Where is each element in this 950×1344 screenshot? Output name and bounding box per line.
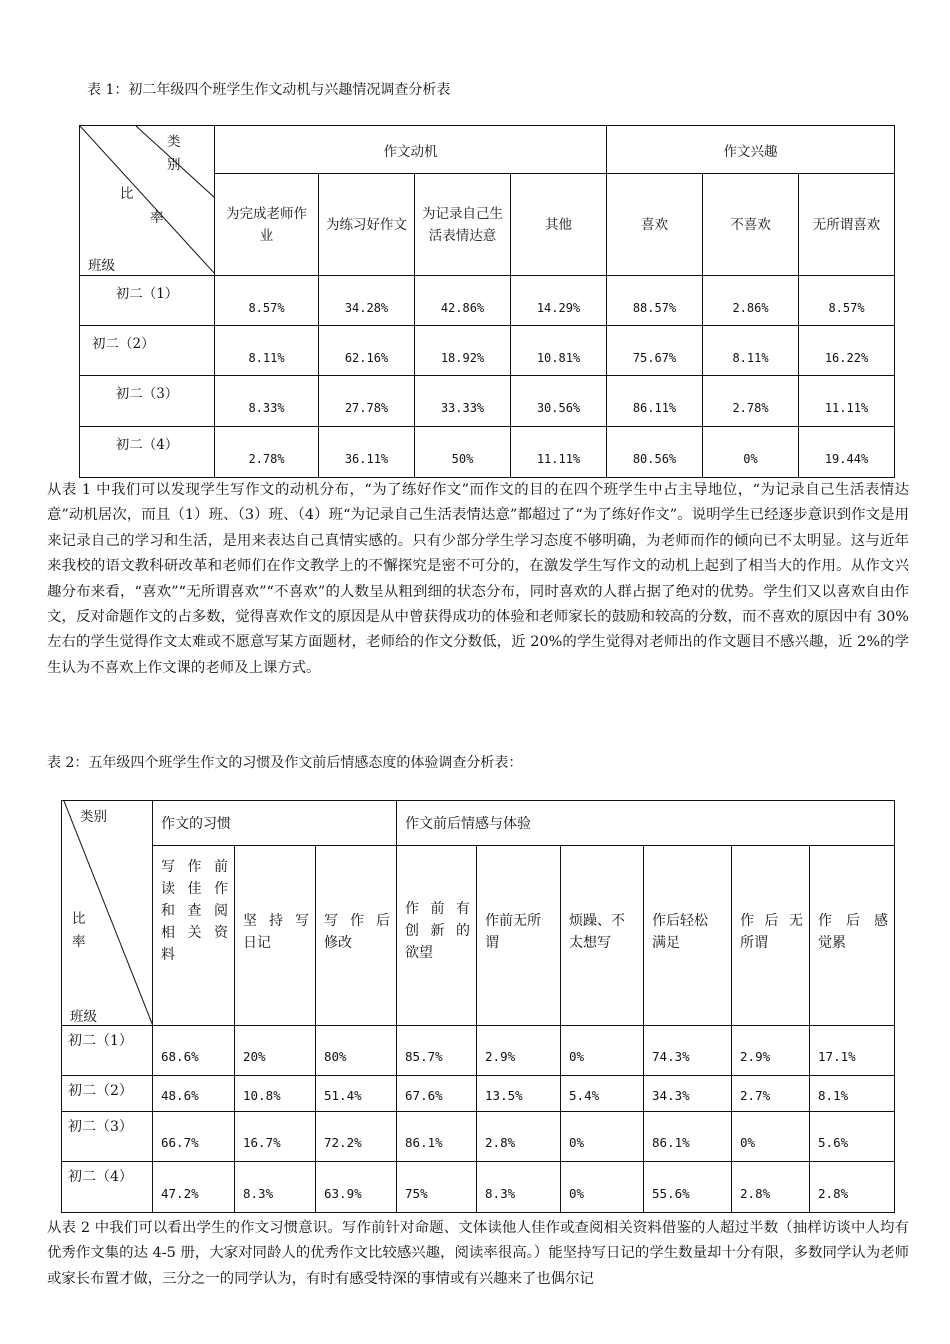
table1-corner-category-2: 别 — [167, 157, 181, 173]
table-cell: 74.3% — [644, 1026, 732, 1076]
table2-subheader-line: 料 — [161, 947, 175, 963]
table-cell: 34.3% — [644, 1076, 732, 1112]
table-cell: 11.11% — [511, 427, 607, 478]
table2-corner-class: 班级 — [70, 1009, 97, 1025]
table-cell: 16.22% — [799, 326, 895, 376]
table2-subheader — [644, 846, 732, 1026]
table2-subheader-line: 创新的 — [405, 923, 471, 939]
table2-subheader-line: 觉累 — [818, 935, 847, 951]
table-cell: 2.8% — [810, 1162, 895, 1213]
table2-subheader-line: 太想写 — [569, 935, 612, 951]
table1-group-motivation: 作文动机 — [215, 126, 607, 174]
row-label: 初二（4） — [80, 427, 215, 478]
table2-corner-ratio-2: 率 — [72, 934, 86, 950]
table-cell: 47.2% — [153, 1162, 235, 1213]
table1-corner-category-1: 类 — [167, 134, 181, 150]
table1-subheader: 不喜欢 — [703, 174, 799, 276]
row-label: 初二（1） — [80, 276, 215, 326]
table2-subheader-line: 作后轻松 — [652, 913, 709, 929]
table-cell: 5.6% — [810, 1112, 895, 1162]
table-cell: 2.9% — [732, 1026, 810, 1076]
table-cell: 8.3% — [235, 1162, 316, 1213]
table-cell: 34.28% — [319, 276, 415, 326]
table-cell: 72.2% — [316, 1112, 397, 1162]
table2-subheader-line: 作前有 — [405, 901, 471, 917]
table-cell: 0% — [561, 1026, 644, 1076]
table-cell: 80% — [316, 1026, 397, 1076]
table2-group-habits: 作文的习惯 — [153, 801, 397, 846]
table-cell: 19.44% — [799, 427, 895, 478]
table-cell: 8.33% — [215, 376, 319, 427]
paragraph-table2-analysis: 从表 2 中我们可以看出学生的作文习惯意识。写作前针对命题、文体读他人佳作或查阅相关资料借鉴的人超过半数（抽样访谈中人均有优秀作文集的达 4-5 册，大家对同龄人的优秀作文比较感兴趣，阅读率很高。）能坚持写日记的学生数量却十分有限，多数同学认为老师或家长布置才做，三分之一的同学认为，有时有感受特深的事情或有兴趣来了也偶尔记 — [47, 1220, 909, 1287]
table2-subheader-line: 作后感 — [818, 913, 889, 929]
table-cell: 13.5% — [477, 1076, 561, 1112]
row-label: 初二（4） — [62, 1162, 153, 1213]
table2-subheader-line: 作前无所 — [485, 913, 542, 929]
table-cell: 36.11% — [319, 427, 415, 478]
table-cell: 20% — [235, 1026, 316, 1076]
row-label: 初二（3） — [62, 1112, 153, 1162]
table-cell: 66.7% — [153, 1112, 235, 1162]
table-row — [80, 376, 895, 427]
table-cell: 5.4% — [561, 1076, 644, 1112]
table2-subheader-line: 写作后 — [324, 913, 391, 929]
table-cell: 2.78% — [215, 427, 319, 478]
table2-subheader — [810, 846, 895, 1026]
table2-corner-category: 类别 — [80, 809, 107, 825]
table2-subheader-line: 作后无 — [740, 913, 804, 929]
table-cell: 2.86% — [703, 276, 799, 326]
table2-subheader-line: 相关资 — [161, 925, 228, 941]
table2-subheader-line: 谓 — [485, 935, 500, 951]
table-cell: 2.7% — [732, 1076, 810, 1112]
table1-corner-ratio-1: 比 — [120, 186, 134, 202]
table-row — [62, 1026, 895, 1076]
table1-subheader: 为完成老师作业 — [215, 174, 319, 276]
table-cell: 8.11% — [703, 326, 799, 376]
table2-corner-cell — [62, 801, 153, 1026]
table-cell: 0% — [732, 1112, 810, 1162]
table-cell: 67.6% — [397, 1076, 477, 1112]
table2-subheader-line: 写作前 — [161, 859, 228, 875]
table2-subheader — [235, 846, 316, 1026]
table-cell: 80.56% — [607, 427, 703, 478]
table-cell: 2.78% — [703, 376, 799, 427]
table2-subheader-line: 烦躁、不 — [569, 913, 626, 929]
table2-subheader — [153, 846, 235, 1026]
table-cell: 48.6% — [153, 1076, 235, 1112]
table-cell: 86.11% — [607, 376, 703, 427]
table-cell: 17.1% — [810, 1026, 895, 1076]
table-row — [62, 1076, 895, 1112]
table2-caption: 表 2：五年级四个班学生作文的习惯及作文前后情感态度的体验调查分析表： — [47, 755, 523, 771]
table1-subheader: 为记录自己生活表情达意 — [415, 174, 511, 276]
table2-subheader-line: 读佳作 — [161, 881, 228, 897]
table-cell: 42.86% — [415, 276, 511, 326]
table2-subheader-line: 欲望 — [405, 945, 434, 961]
table-cell: 8.57% — [215, 276, 319, 326]
table2-subheader-line: 和查阅 — [161, 903, 228, 919]
table-cell: 2.8% — [732, 1162, 810, 1213]
table1-subheader: 喜欢 — [607, 174, 703, 276]
table-cell: 8.1% — [810, 1076, 895, 1112]
table-cell: 51.4% — [316, 1076, 397, 1112]
table-cell: 50% — [415, 427, 511, 478]
table-cell: 10.81% — [511, 326, 607, 376]
table1-corner-ratio-2: 率 — [150, 210, 164, 226]
table-cell: 88.57% — [607, 276, 703, 326]
table1-subheader: 为练习好作文 — [319, 174, 415, 276]
table1-group-interest: 作文兴趣 — [607, 126, 895, 174]
table2-subheader — [477, 846, 561, 1026]
table1 — [79, 125, 895, 478]
table2-subheader-line: 满足 — [652, 935, 681, 951]
table-cell: 33.33% — [415, 376, 511, 427]
table-cell: 11.11% — [799, 376, 895, 427]
table2-subheader — [561, 846, 644, 1026]
table-cell: 10.8% — [235, 1076, 316, 1112]
row-label: 初二（1） — [62, 1026, 153, 1076]
table-cell: 75% — [397, 1162, 477, 1213]
table-cell: 18.92% — [415, 326, 511, 376]
table-cell: 0% — [703, 427, 799, 478]
table-cell: 62.16% — [319, 326, 415, 376]
table-cell: 86.1% — [644, 1112, 732, 1162]
table2-subheader — [397, 846, 477, 1026]
table-cell: 75.67% — [607, 326, 703, 376]
table2-corner-ratio-1: 比 — [72, 911, 86, 927]
table-cell: 14.29% — [511, 276, 607, 326]
table-cell: 63.9% — [316, 1162, 397, 1213]
table-cell: 8.3% — [477, 1162, 561, 1213]
table-cell: 0% — [561, 1112, 644, 1162]
table-cell: 8.57% — [799, 276, 895, 326]
table-cell: 2.9% — [477, 1026, 561, 1076]
table-cell: 85.7% — [397, 1026, 477, 1076]
table2-subheader-line: 坚持写 — [243, 913, 309, 929]
table-row — [80, 427, 895, 478]
table2-subheader-line: 日记 — [243, 935, 271, 951]
table2-subheader-line: 修改 — [324, 935, 352, 951]
table1-subheader: 其他 — [511, 174, 607, 276]
table-cell: 30.56% — [511, 376, 607, 427]
row-label: 初二（2） — [62, 1076, 153, 1112]
table-cell: 68.6% — [153, 1026, 235, 1076]
table1-corner-cell — [80, 126, 215, 276]
paragraph-table1-analysis: 从表 1 中我们可以发现学生写作文的动机分布，“为了练好作文”而作文的目的在四个班学生中占主导地位，“为记录自己生活表情达意”动机居次，而且（1）班、（3）班、（4）班“为记录自己生活表情达意”都超过了“为了练好作文”。说明学生已经逐步意识到作文是用来记录自己的学习和生活，是用来表达自己真情实感的。只有少部分学生学习态度不够明确，为老师而作的倾向已不太明显。这与近年来我校的语文教科研改革和老师们在作文教学上的不懈探究是密不可分的，在激发学生写作文的动机上起到了相当大的作用。从作文兴趣分布来看，“喜欢”“无所谓喜欢”“不喜欢”的人数呈从粗到细的状态分布，同时喜欢的人群占据了绝对的优势。学生们又以喜欢自由作文，反对命题作文的占多数，觉得喜欢作文的原因是从中曾获得成功的体验和老师家长的鼓励和较高的分数，而不喜欢的原因中有 30%左右的学生觉得作文太难或不愿意写某方面题材，老师给的作文分数低，近 20%的学生觉得对老师出的作文题目不感兴趣，近 2%的学生认为不喜欢上作文课的老师及上课方式。 — [47, 482, 909, 676]
table2 — [61, 800, 895, 1213]
table2-subheader-line: 所谓 — [740, 935, 769, 951]
table-cell: 2.8% — [477, 1112, 561, 1162]
table-row — [62, 1162, 895, 1213]
table-cell: 86.1% — [397, 1112, 477, 1162]
table-cell: 8.11% — [215, 326, 319, 376]
table-row — [80, 326, 895, 376]
table-cell: 55.6% — [644, 1162, 732, 1213]
table2-subheader — [732, 846, 810, 1026]
row-label: 初二（2） — [80, 326, 215, 376]
table-row — [62, 1112, 895, 1162]
table1-corner-class: 班级 — [88, 258, 115, 274]
table1-subheader: 无所谓喜欢 — [799, 174, 895, 276]
table2-subheader — [316, 846, 397, 1026]
row-label: 初二（3） — [80, 376, 215, 427]
table-cell: 16.7% — [235, 1112, 316, 1162]
table1-caption: 表 1：初二年级四个班学生作文动机与兴趣情况调查分析表 — [87, 82, 451, 98]
table-cell: 0% — [561, 1162, 644, 1213]
table-cell: 27.78% — [319, 376, 415, 427]
table2-group-feelings: 作文前后情感与体验 — [397, 801, 895, 846]
table-row — [80, 276, 895, 326]
